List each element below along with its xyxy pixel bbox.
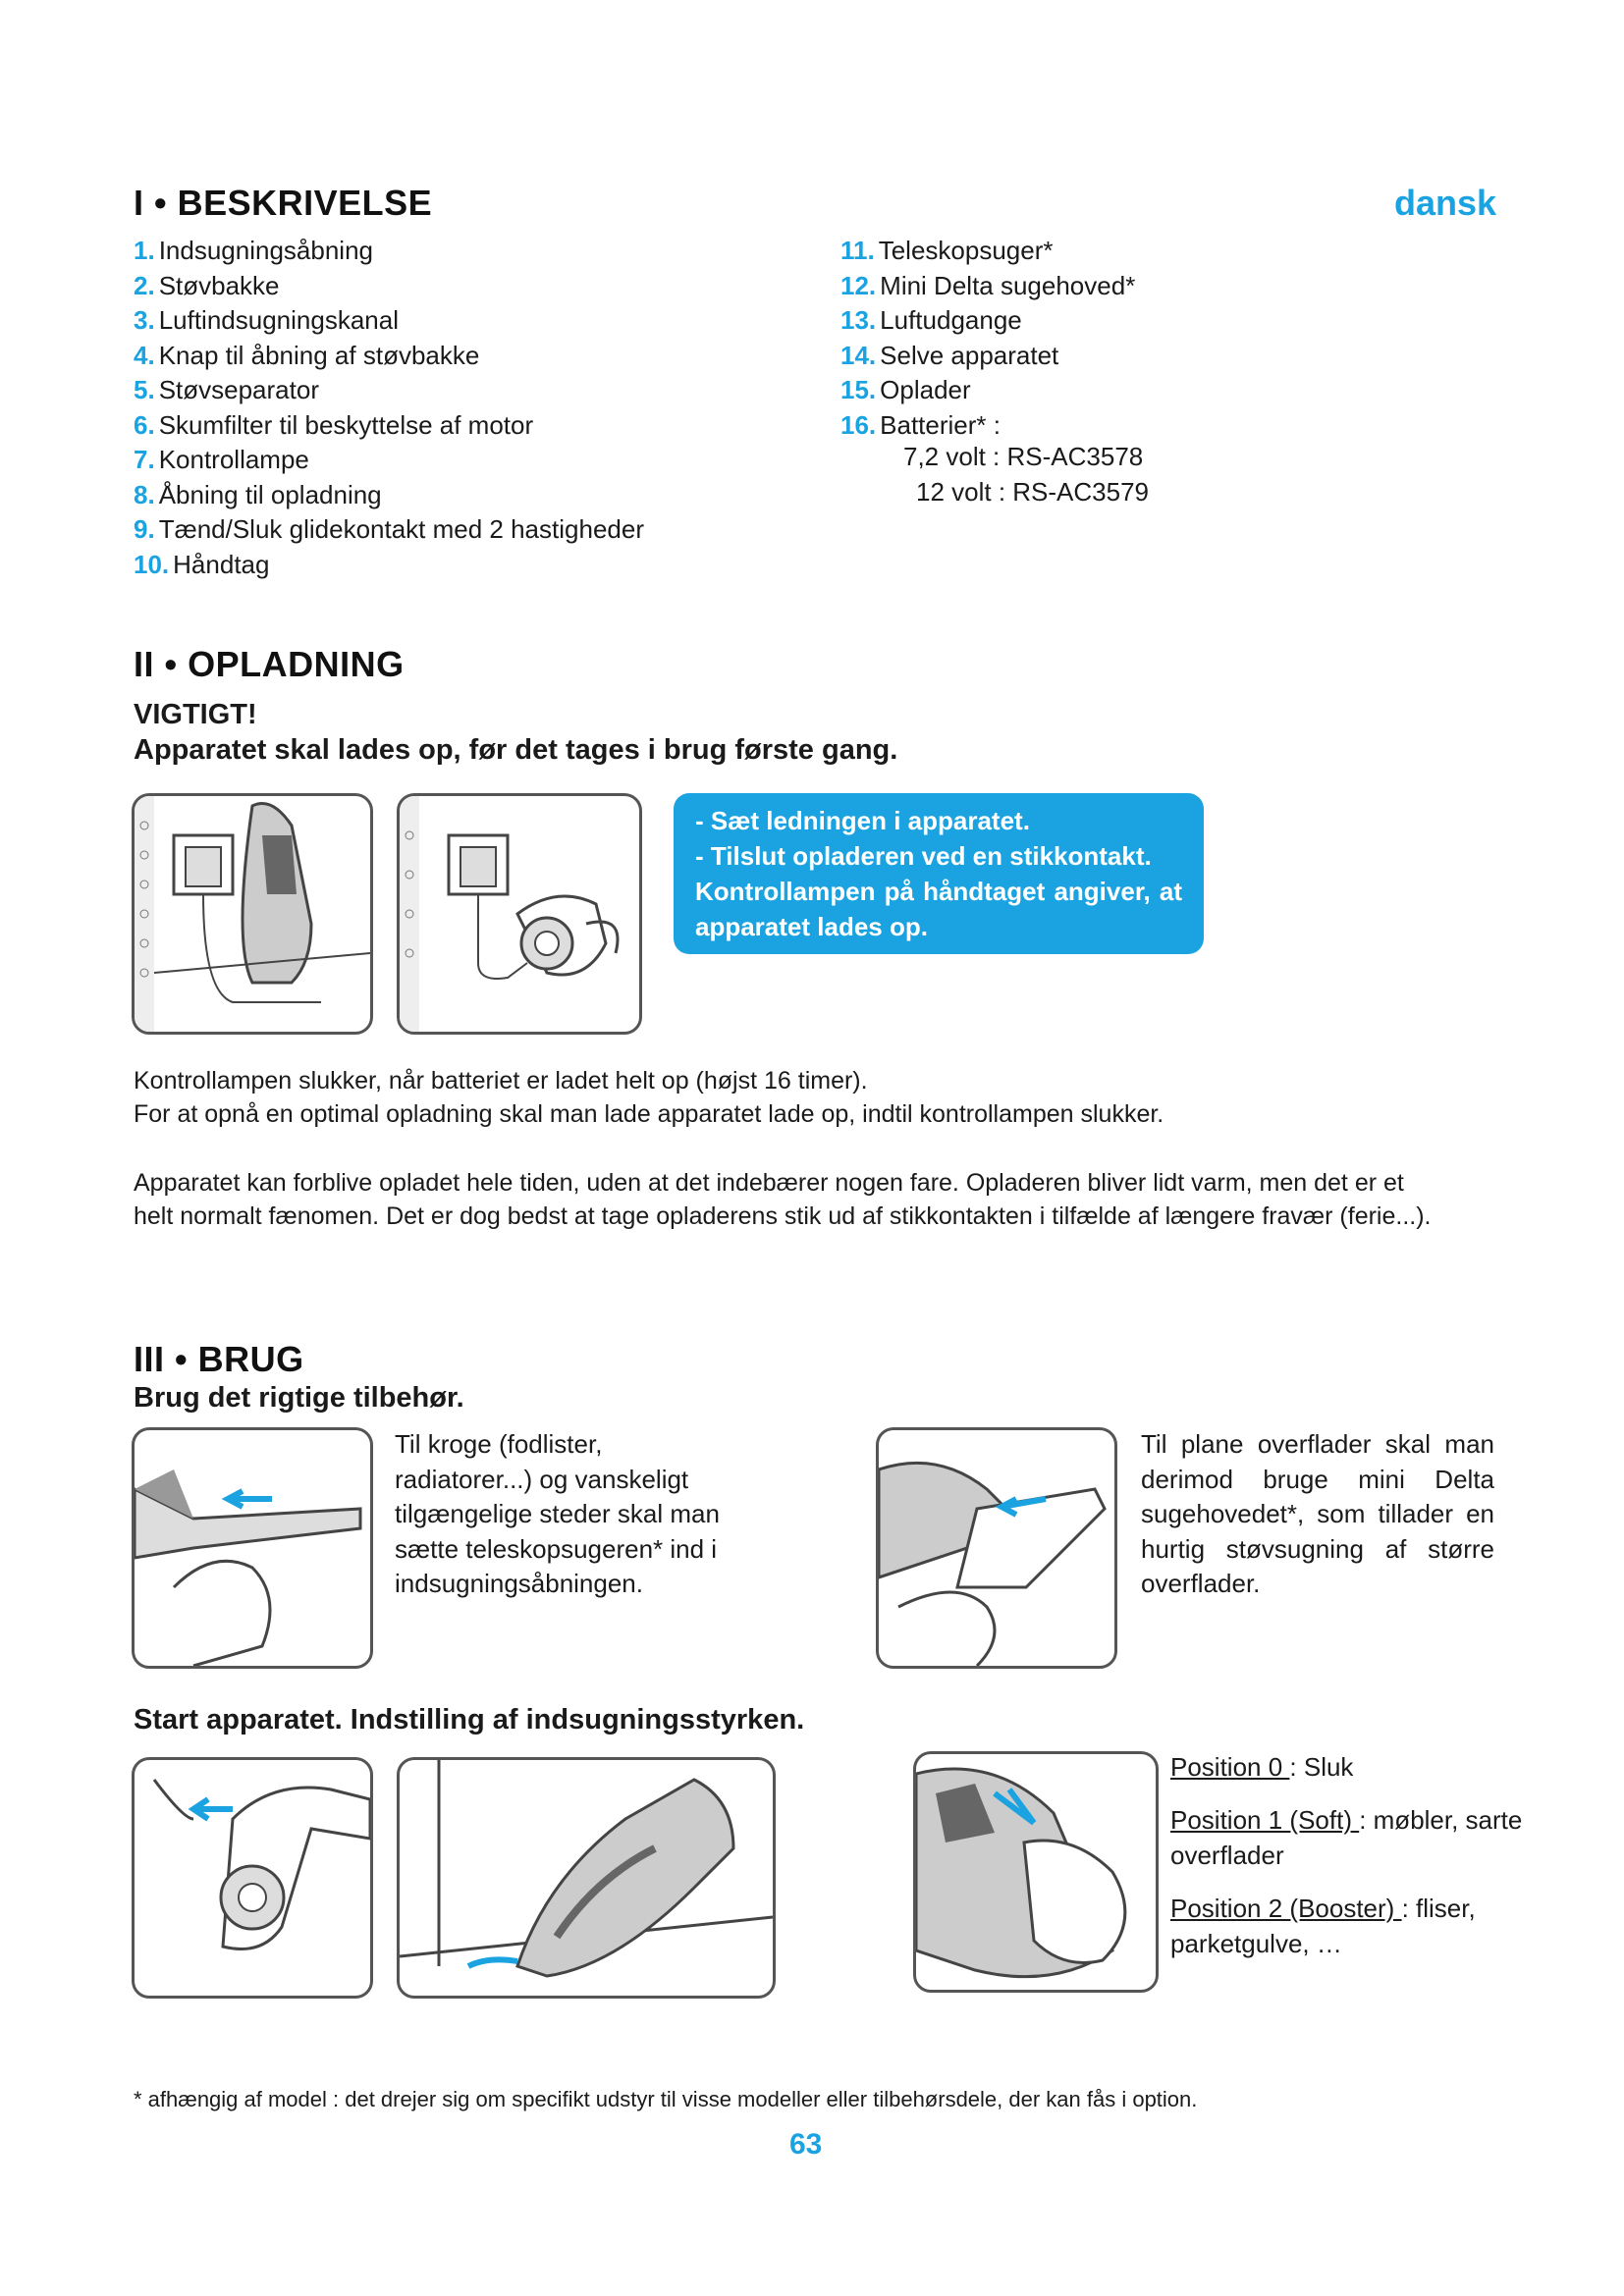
- list-item: 8. Åbning til opladning: [134, 479, 382, 509]
- list-item: 2. Støvbakke: [134, 270, 280, 300]
- important-label: VIGTIGT!: [134, 699, 257, 730]
- charging-instructions-callout: [674, 793, 1204, 954]
- section-title-charging: II • OPLADNING: [134, 644, 405, 684]
- list-item: 4. Knap til åbning af støvbakke: [134, 340, 480, 370]
- accessory-subtitle: Brug det rigtige tilbehør.: [134, 1382, 464, 1414]
- parts-list-left: [134, 234, 644, 582]
- battery-line-1: 7,2 volt : RS-AC3578: [903, 442, 1144, 471]
- plug-in-icon: [400, 796, 639, 1032]
- list-item: 7. Kontrollampe: [134, 445, 309, 474]
- crevice-tool-icon: [135, 1430, 370, 1666]
- charging-paragraph-1: Kontrollampen slukker, når batteriet er ladet helt op (højst 16 timer). For at opnå en optimal opladning skal man lade apparatet lade op, indtil kontrollampen slukker.: [134, 1067, 1164, 1128]
- start-illustration-2: [397, 1757, 776, 1999]
- language-label: dansk: [1394, 183, 1497, 223]
- list-item: 16. Batterier* :: [840, 409, 1001, 440]
- charging-illustration-2: [397, 793, 642, 1035]
- section-title-use: III • BRUG: [134, 1339, 304, 1379]
- list-item: 6. Skumfilter til beskyttelse af motor: [134, 409, 534, 440]
- start-title: Start apparatet. Indstilling af indsugningsstyrken.: [134, 1704, 805, 1735]
- list-item: 15. Oplader: [840, 375, 971, 404]
- callout-line: Kontrollampen på håndtaget angiver, at apparatet lades op.: [695, 877, 1182, 941]
- important-text: Apparatet skal lades op, før det tages i brug første gang.: [134, 734, 898, 766]
- list-item: 10. Håndtag: [134, 549, 270, 579]
- position-2: Position 2 (Booster) : fliser, parketgulve, …: [1170, 1894, 1476, 1958]
- speed-setting-icon: [916, 1754, 1156, 1990]
- list-item: 14. Selve apparatet: [840, 340, 1059, 370]
- charging-paragraph-2: Apparatet kan forblive opladet hele tiden, uden at det indebærer nogen fare. Opladeren bliver lidt varm, men det er et helt normalt fænomen. Det er dog bedst at tage opladerens stik ud af stikkontakten i tilfælde af længere fravær (ferie...).: [134, 1169, 1432, 1230]
- section-title-description: I • BESKRIVELSE: [134, 183, 433, 223]
- vacuum-corner-icon: [400, 1760, 773, 1996]
- callout-line: - Sæt ledningen i apparatet.: [695, 806, 1030, 835]
- battery-line-2: 12 volt : RS-AC3579: [916, 477, 1150, 507]
- list-item: 13. Luftudgange: [840, 305, 1022, 335]
- start-illustration-3: [913, 1751, 1159, 1993]
- position-1: Position 1 (Soft) : møbler, sarte overflader: [1170, 1805, 1523, 1870]
- charging-illustration-1: [132, 793, 373, 1035]
- list-item: 9. Tænd/Sluk glidekontakt med 2 hastigheder: [134, 514, 644, 544]
- list-item: 12. Mini Delta sugehoved*: [840, 270, 1136, 300]
- telescopic-text: Til kroge (fodlister, radiatorer...) og vanskeligt tilgængelige steder skal man sætte teleskopsugeren* ind i indsugningsåbningen.: [395, 1429, 720, 1598]
- position-0: Position 0 : Sluk: [1170, 1752, 1354, 1782]
- delta-nozzle-icon: [879, 1430, 1114, 1666]
- callout-line: - Tilslut opladeren ved en stikkontakt.: [695, 841, 1152, 871]
- telescopic-nozzle-illustration: [132, 1427, 373, 1669]
- mini-delta-text: Til plane overflader skal man derimod bruge mini Delta sugehovedet*, som tillader en hurtig støvsugning af større overflader.: [1141, 1429, 1494, 1598]
- slide-switch-icon: [135, 1760, 370, 1996]
- mini-delta-illustration: [876, 1427, 1117, 1669]
- list-item: 5. Støvseparator: [134, 375, 319, 404]
- page-number: 63: [789, 2128, 823, 2161]
- parts-list-right: [840, 234, 1135, 443]
- charger-wall-icon: [135, 796, 370, 1032]
- list-item: 1. Indsugningsåbning: [134, 236, 373, 265]
- start-illustration-1: [132, 1757, 373, 1999]
- list-item: 11. Teleskopsuger*: [840, 236, 1054, 265]
- position-list: [1170, 1749, 1524, 1961]
- footnote: * afhængig af model : det drejer sig om specifikt udstyr til visse modeller eller tilbehørsdele, der kan fås i option.: [134, 2087, 1198, 2111]
- list-item: 3. Luftindsugningskanal: [134, 305, 399, 335]
